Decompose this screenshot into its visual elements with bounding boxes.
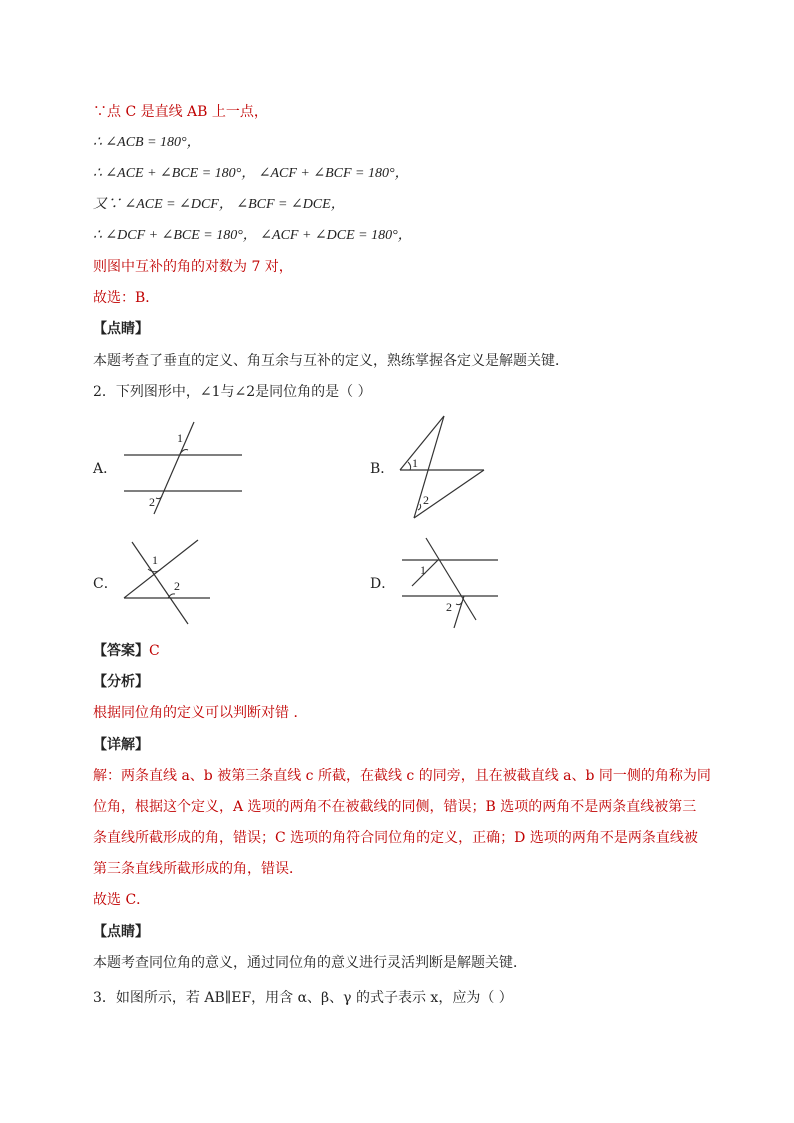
detail-conclusion: 故选 C． (93, 892, 151, 908)
solution-line-5: ∴ ∠DCF + ∠BCE = 180°， ∠ACF + ∠DCE = 180°， (93, 228, 412, 243)
answer-value: C (149, 643, 160, 659)
detail-heading: 【详解】 (93, 737, 149, 753)
analysis-heading: 【分析】 (93, 674, 149, 690)
option-c-label[interactable]: C． (93, 576, 118, 592)
option-d-angle-1: 1 (420, 563, 426, 577)
tip-text-2: 本题考查同位角的意义，通过同位角的意义进行灵活判断是解题关键． (93, 955, 527, 971)
solution-line-2: ∴ ∠ACB = 180°， (93, 135, 201, 150)
detail-line-3: 条直线所截形成的角，错误；C 选项的角符合同位角的定义，正确；D 选项的两角不是两条直线被 (93, 830, 698, 846)
option-d-figure[interactable] (398, 534, 502, 630)
option-b-label[interactable]: B． (370, 461, 395, 477)
option-c-angle-2: 2 (174, 579, 180, 593)
solution-line-3: ∴ ∠ACE + ∠BCE = 180°， ∠ACF + ∠BCF = 180°， (93, 166, 409, 181)
question-2-stem: 2．下列图形中，∠1与∠2是同位角的是（ ） (93, 384, 372, 400)
option-a-angle-1: 1 (177, 431, 183, 445)
option-b-angle-1: 1 (412, 456, 418, 470)
tip-text-1: 本题考查了垂直的定义、角互余与互补的定义，熟练掌握各定义是解题关键． (93, 353, 569, 369)
answer-heading: 【答案】 (93, 643, 149, 659)
detail-line-4: 第三条直线所截形成的角，错误． (93, 861, 303, 877)
tip-heading-2: 【点睛】 (93, 924, 149, 940)
solution-conclusion-pairs: 则图中互补的角的对数为 7 对， (93, 259, 293, 275)
option-c-figure[interactable] (118, 536, 218, 628)
detail-line-1: 解：两条直线 a、b 被第三条直线 c 所截，在截线 c 的同旁，且在被截直线 a、b 同一侧的角称为同 (93, 768, 711, 784)
detail-line-2: 位角，根据这个定义，A 选项的两角不在被截线的同侧，错误；B 选项的两角不是两条直线被第三 (93, 799, 697, 815)
option-d-label[interactable]: D． (370, 576, 396, 592)
solution-line-1: ∵点 C 是直线 AB 上一点， (93, 104, 268, 120)
option-b-angle-2: 2 (423, 493, 429, 507)
option-d-angle-2: 2 (446, 600, 452, 614)
answer-line (93, 641, 160, 661)
option-a-angle-2: 2 (149, 495, 155, 509)
tip-heading-1: 【点睛】 (93, 321, 149, 337)
solution-answer-choice: 故选：B． (93, 290, 160, 306)
question-3-stem: 3．如图所示，若 AB∥EF，用含 α、β、γ 的式子表示 x，应为（ ） (93, 990, 513, 1006)
option-a-figure[interactable] (118, 418, 248, 518)
option-a-label[interactable]: A． (93, 461, 118, 477)
analysis-text: 根据同位角的定义可以判断对错 ． (93, 705, 308, 721)
option-b-figure[interactable] (396, 412, 492, 524)
option-c-angle-1: 1 (152, 553, 158, 567)
solution-line-4: 又∵ ∠ACE = ∠DCF， ∠BCF = ∠DCE， (93, 197, 345, 212)
